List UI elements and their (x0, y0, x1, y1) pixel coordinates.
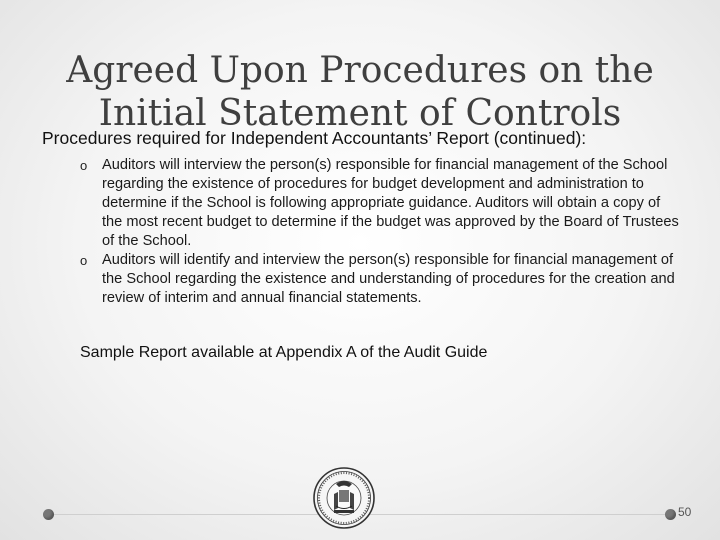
procedure-list (80, 156, 680, 308)
list-item-text: Auditors will identify and interview the person(s) responsible for financial management of the School regarding the existence and understanding of procedures for the creation and review of interim and annual financial statements. (102, 252, 675, 306)
footer-dot-left-icon (43, 509, 54, 520)
title-line-1: Agreed Upon Procedures on the (66, 50, 654, 92)
page-number: 50 (678, 505, 692, 519)
section-heading: Procedures required for Independent Accountants’ Report (continued): (42, 128, 587, 148)
list-item (80, 156, 680, 251)
circle-bullet-icon: o (80, 158, 88, 173)
list-item (80, 251, 680, 308)
title-line-2: Initial Statement of Controls (98, 92, 622, 134)
page-title (40, 50, 680, 135)
state-seal-icon (312, 466, 376, 530)
appendix-note: Sample Report available at Appendix A of the Audit Guide (80, 344, 488, 361)
footer-dot-right-icon (665, 509, 676, 520)
list-item-text: Auditors will interview the person(s) responsible for financial management of the School regarding the existence of procedures for budget development and administration to determine if the School is following appropriate guidance. Auditors will obtain a copy of the most recent budget to determine if the budget was approved by the Board of Trustees of the School. (102, 157, 679, 249)
circle-bullet-icon: o (80, 253, 88, 268)
